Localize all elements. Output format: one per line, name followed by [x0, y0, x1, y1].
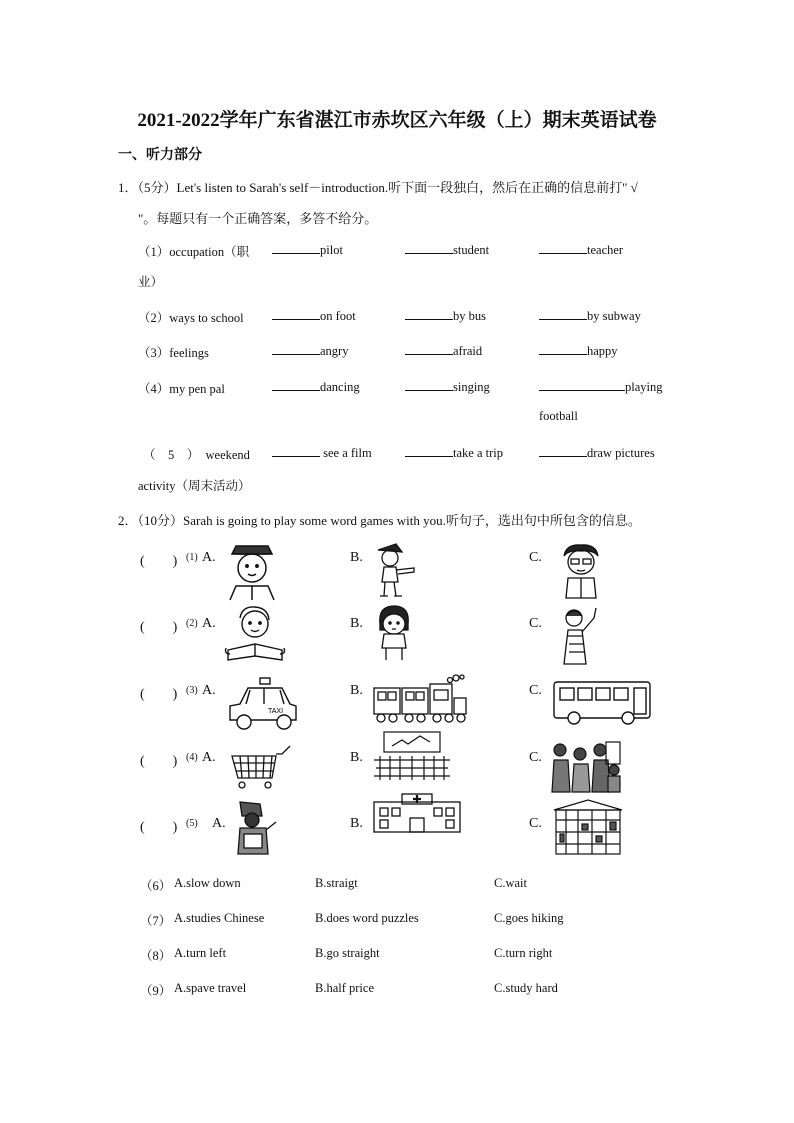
boy-walking-picture	[370, 540, 420, 600]
q2-row6-option-c[interactable]: C.wait	[494, 876, 527, 890]
q2-row9-option-b[interactable]: B.half price	[315, 981, 375, 995]
q2-row7-option-c[interactable]: C.goes hiking	[494, 911, 564, 925]
q2-3-label-c: C.	[529, 683, 542, 698]
q2-answer-paren-1[interactable]: ( )	[140, 554, 178, 569]
q2-num-3: (3)	[186, 685, 198, 696]
q1-row4-label: （4）my pen pal	[138, 382, 225, 396]
q2-row7-option-b[interactable]: B.does word puzzles	[315, 911, 419, 925]
q2-1-label-a: A.	[202, 550, 216, 565]
q2-instruction: 2．（10分）Sarah is going to play some word games with you.听句子，选出句中所包含的信息。	[118, 513, 641, 528]
q2-4-label-c: C.	[529, 750, 542, 765]
q2-row8-option-a[interactable]: A.turn left	[174, 946, 227, 960]
q1-row3-option-b[interactable]: afraid	[405, 343, 482, 359]
q2-4-label-a: A.	[202, 750, 216, 765]
q1-instruction-line2: "。每题只有一个正确答案，多答不给分。	[138, 211, 378, 226]
q1-row2-option-a[interactable]: on foot	[272, 308, 356, 324]
q1-row2-option-c[interactable]: by subway	[539, 308, 641, 324]
police-officer-picture	[222, 540, 282, 600]
q1-row2-option-b[interactable]: by bus	[405, 308, 486, 324]
taxi-picture	[226, 676, 300, 732]
q2-2-label-c: C.	[529, 616, 542, 631]
q2-1-label-b: B.	[350, 550, 363, 565]
q1-row5-option-c[interactable]: draw pictures	[539, 445, 655, 461]
q2-row8-number: （8）	[140, 949, 172, 963]
person-shopping-picture	[232, 800, 280, 856]
q1-row3-option-a[interactable]: angry	[272, 343, 348, 359]
q1-row3-option-c[interactable]: happy	[539, 343, 618, 359]
taxi-sign-text: TAXI	[268, 708, 284, 715]
q2-answer-paren-2[interactable]: ( )	[140, 620, 178, 635]
q2-row7-option-a[interactable]: A.studies Chinese	[174, 911, 265, 925]
q2-num-1: (1)	[186, 552, 198, 563]
girl-picture	[372, 604, 416, 662]
q2-5-label-a: A.	[212, 816, 226, 831]
q2-2-label-b: B.	[350, 616, 363, 631]
scientist-picture	[556, 542, 606, 600]
q2-answer-paren-5[interactable]: ( )	[140, 820, 178, 835]
q2-answer-paren-3[interactable]: ( )	[140, 687, 178, 702]
q1-row1-option-b[interactable]: student	[405, 242, 489, 258]
q2-row9-number: （9）	[140, 984, 172, 998]
page-title: 2021-2022学年广东省湛江市赤坎区六年级（上）期末英语试卷	[137, 110, 657, 131]
bus-picture	[552, 680, 656, 726]
q1-row4-option-b[interactable]: singing	[405, 379, 490, 395]
q2-num-2: (2)	[186, 618, 198, 629]
q1-row1-option-a[interactable]: pilot	[272, 242, 343, 258]
q1-row1-label: （1）occupation（职	[138, 245, 250, 259]
q2-row6-option-a[interactable]: A.slow down	[174, 876, 241, 890]
q1-row4-option-a[interactable]: dancing	[272, 379, 360, 395]
people-group-picture	[550, 740, 622, 794]
q2-3-label-b: B.	[350, 683, 363, 698]
q1-row5-label-cont: activity（周末活动）	[138, 479, 251, 493]
q2-row6-option-b[interactable]: B.straigt	[315, 876, 358, 890]
q1-row2-label: （2）ways to school	[138, 311, 244, 325]
q2-row9-option-a[interactable]: A.spave travel	[174, 981, 247, 995]
section-heading-listening: 一、听力部分	[118, 148, 202, 163]
q1-row3-label: （3）feelings	[138, 346, 209, 360]
q2-row7-number: （7）	[140, 914, 172, 928]
train-picture	[372, 674, 470, 726]
cinema-picture	[372, 730, 452, 782]
q1-row4-option-c-cont: football	[539, 409, 578, 423]
q1-row5-option-a[interactable]: see a film	[272, 445, 372, 461]
q1-row5-label: （ 5 ） weekend	[143, 448, 250, 462]
q2-answer-paren-4[interactable]: ( )	[140, 754, 178, 769]
q2-5-label-c: C.	[529, 816, 542, 831]
q2-2-label-a: A.	[202, 616, 216, 631]
q2-row8-option-c[interactable]: C.turn right	[494, 946, 553, 960]
woman-waving-picture	[556, 604, 604, 666]
q1-instruction-line1: 1．（5分）Let's listen to Sarah's self－introduction.听下面一段独白，然后在正确的信息前打" √	[118, 180, 638, 195]
q2-3-label-a: A.	[202, 683, 216, 698]
q2-num-4: (4)	[186, 752, 198, 763]
boy-reading-picture	[222, 604, 288, 662]
q2-num-5: (5)	[186, 818, 198, 829]
q2-5-label-b: B.	[350, 816, 363, 831]
q1-row1-option-c[interactable]: teacher	[539, 242, 623, 258]
q2-row8-option-b[interactable]: B.go straight	[315, 946, 380, 960]
q1-row4-option-c[interactable]: playing	[539, 379, 663, 395]
shopping-cart-picture	[228, 744, 294, 790]
q1-row5-option-b[interactable]: take a trip	[405, 445, 503, 461]
q2-row6-number: （6）	[140, 879, 172, 893]
q1-row1-label-cont: 业）	[138, 275, 164, 289]
q2-1-label-c: C.	[529, 550, 542, 565]
q2-4-label-b: B.	[350, 750, 363, 765]
q2-row9-option-c[interactable]: C.study hard	[494, 981, 558, 995]
shop-picture	[552, 798, 624, 856]
hospital-picture	[372, 792, 462, 834]
